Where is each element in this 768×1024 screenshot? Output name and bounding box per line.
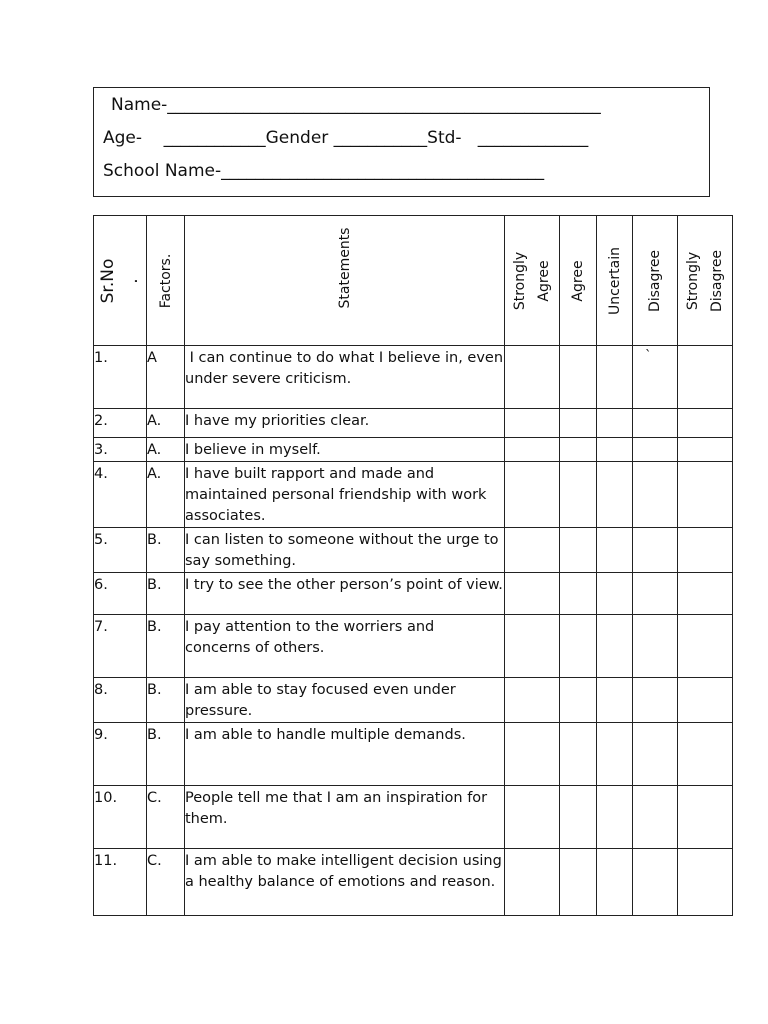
header-strongly-agree: Strongly Agree <box>505 216 560 346</box>
response-cell-agree[interactable] <box>560 346 597 409</box>
row-statement: People tell me that I am an inspiration for them. <box>185 786 505 849</box>
row-number: 6. <box>94 573 147 615</box>
stray-mark: ` <box>645 349 652 364</box>
response-cell-strongly-agree[interactable] <box>505 346 560 409</box>
response-cell-disagree[interactable] <box>633 615 678 678</box>
header-agree: Agree <box>560 216 597 346</box>
response-cell-agree[interactable] <box>560 678 597 723</box>
response-cell-uncertain[interactable] <box>597 346 633 409</box>
response-cell-disagree[interactable] <box>633 573 678 615</box>
response-cell-disagree[interactable] <box>633 723 678 786</box>
table-row <box>94 573 733 615</box>
response-cell-agree[interactable] <box>560 786 597 849</box>
response-cell-uncertain[interactable] <box>597 786 633 849</box>
row-factor: B. <box>147 678 185 723</box>
response-cell-disagree[interactable] <box>633 786 678 849</box>
response-cell-agree[interactable] <box>560 462 597 528</box>
row-number: 3. <box>94 438 147 462</box>
header-statements: Statements <box>185 216 505 346</box>
response-cell-strongly-disagree[interactable] <box>678 615 733 678</box>
response-cell-agree[interactable] <box>560 723 597 786</box>
row-statement: I have built rapport and made and maintained personal friendship with work associates. <box>185 462 505 528</box>
response-cell-uncertain[interactable] <box>597 849 633 916</box>
row-factor: A <box>147 346 185 409</box>
response-cell-disagree[interactable] <box>633 849 678 916</box>
row-number: 4. <box>94 462 147 528</box>
table-row <box>94 409 733 438</box>
response-cell-strongly-disagree[interactable] <box>678 438 733 462</box>
table-row <box>94 346 733 409</box>
response-cell-uncertain[interactable] <box>597 528 633 573</box>
response-cell-agree[interactable] <box>560 573 597 615</box>
response-cell-agree[interactable] <box>560 528 597 573</box>
header-disagree: Disagree <box>633 216 678 346</box>
response-cell-uncertain[interactable] <box>597 409 633 438</box>
row-number: 8. <box>94 678 147 723</box>
response-cell-strongly-disagree[interactable] <box>678 678 733 723</box>
row-factor: B. <box>147 615 185 678</box>
table-row <box>94 786 733 849</box>
survey-table <box>93 215 733 916</box>
header-sr-no: Sr.No . <box>94 216 147 346</box>
response-cell-strongly-disagree[interactable] <box>678 346 733 409</box>
response-cell-uncertain[interactable] <box>597 573 633 615</box>
response-cell-uncertain[interactable] <box>597 615 633 678</box>
row-number: 7. <box>94 615 147 678</box>
response-cell-disagree[interactable] <box>633 528 678 573</box>
response-cell-disagree[interactable] <box>633 678 678 723</box>
response-cell-strongly-agree[interactable] <box>505 615 560 678</box>
header-uncertain: Uncertain <box>597 216 633 346</box>
header-row <box>94 216 733 346</box>
row-factor: B. <box>147 573 185 615</box>
row-statement: I have my priorities clear. <box>185 409 505 438</box>
response-cell-strongly-disagree[interactable] <box>678 409 733 438</box>
row-factor: C. <box>147 849 185 916</box>
response-cell-agree[interactable] <box>560 849 597 916</box>
age-gender-std-field[interactable]: Age- ____________Gender ___________Std- _____________ <box>103 128 589 148</box>
response-cell-strongly-disagree[interactable] <box>678 723 733 786</box>
row-number: 1. <box>94 346 147 409</box>
table-row <box>94 528 733 573</box>
response-cell-strongly-disagree[interactable] <box>678 462 733 528</box>
response-cell-uncertain[interactable] <box>597 438 633 462</box>
row-statement: I believe in myself. <box>185 438 505 462</box>
table-row <box>94 849 733 916</box>
row-number: 9. <box>94 723 147 786</box>
response-cell-strongly-agree[interactable] <box>505 409 560 438</box>
table-row <box>94 723 733 786</box>
row-statement: I am able to make intelligent decision using a healthy balance of emotions and reason. <box>185 849 505 916</box>
row-statement: I am able to handle multiple demands. <box>185 723 505 786</box>
row-number: 11. <box>94 849 147 916</box>
response-cell-strongly-disagree[interactable] <box>678 849 733 916</box>
response-cell-agree[interactable] <box>560 409 597 438</box>
row-factor: A. <box>147 438 185 462</box>
response-cell-strongly-agree[interactable] <box>505 849 560 916</box>
row-factor: A. <box>147 462 185 528</box>
response-cell-disagree[interactable] <box>633 438 678 462</box>
response-cell-uncertain[interactable] <box>597 462 633 528</box>
response-cell-strongly-agree[interactable] <box>505 573 560 615</box>
table-row <box>94 438 733 462</box>
row-number: 2. <box>94 409 147 438</box>
row-statement: I pay attention to the worriers and concerns of others. <box>185 615 505 678</box>
row-statement: I try to see the other person’s point of view. <box>185 573 505 615</box>
student-info-box <box>93 87 710 197</box>
response-cell-disagree[interactable] <box>633 346 678 409</box>
response-cell-strongly-disagree[interactable] <box>678 573 733 615</box>
response-cell-strongly-disagree[interactable] <box>678 528 733 573</box>
response-cell-strongly-agree[interactable] <box>505 678 560 723</box>
row-factor: A. <box>147 409 185 438</box>
school-name-field[interactable]: School Name-______________________________________ <box>103 161 545 181</box>
response-cell-disagree[interactable] <box>633 409 678 438</box>
header-factors: Factors. <box>147 216 185 346</box>
response-cell-disagree[interactable] <box>633 462 678 528</box>
response-cell-agree[interactable] <box>560 615 597 678</box>
table-row <box>94 678 733 723</box>
response-cell-strongly-agree[interactable] <box>505 462 560 528</box>
row-statement: I can listen to someone without the urge to say something. <box>185 528 505 573</box>
response-cell-strongly-disagree[interactable] <box>678 786 733 849</box>
row-factor: C. <box>147 786 185 849</box>
table-row <box>94 462 733 528</box>
response-cell-strongly-agree[interactable] <box>505 438 560 462</box>
header-strongly-disagree: Strongly Disagree <box>678 216 733 346</box>
response-cell-agree[interactable] <box>560 438 597 462</box>
row-factor: B. <box>147 723 185 786</box>
row-number: 10. <box>94 786 147 849</box>
name-field[interactable]: Name-___________________________________________________ <box>111 95 601 115</box>
response-cell-uncertain[interactable] <box>597 678 633 723</box>
table-row <box>94 615 733 678</box>
response-cell-strongly-agree[interactable] <box>505 723 560 786</box>
response-cell-strongly-agree[interactable] <box>505 786 560 849</box>
response-cell-strongly-agree[interactable] <box>505 528 560 573</box>
response-cell-uncertain[interactable] <box>597 723 633 786</box>
row-number: 5. <box>94 528 147 573</box>
row-statement: I can continue to do what I believe in, even under severe criticism. <box>185 346 505 409</box>
row-statement: I am able to stay focused even under pressure. <box>185 678 505 723</box>
row-factor: B. <box>147 528 185 573</box>
